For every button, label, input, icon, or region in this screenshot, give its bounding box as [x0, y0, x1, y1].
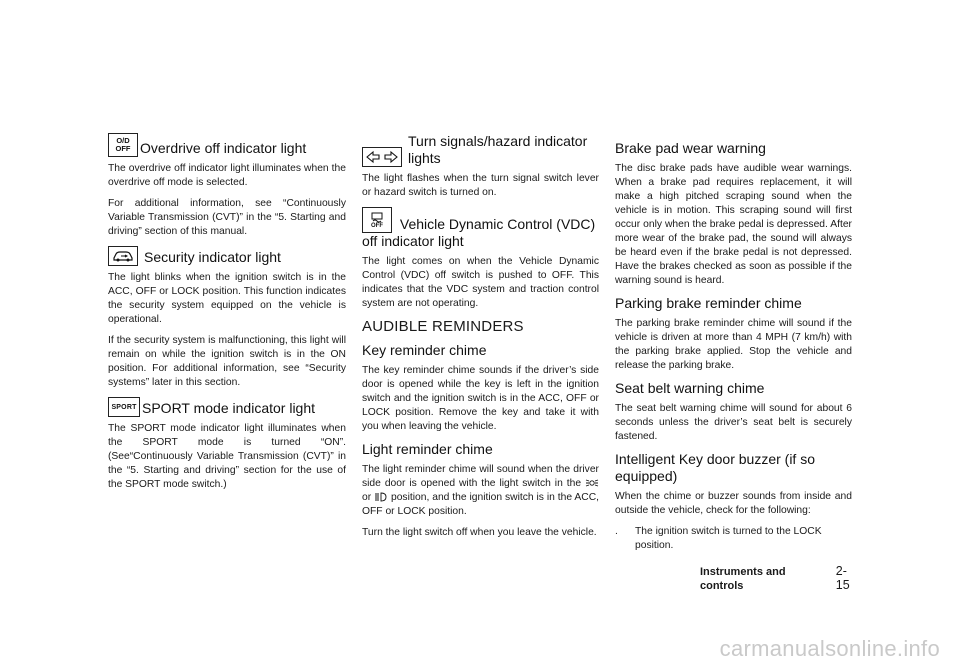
- light-reminder-text-a: The light reminder chime will sound when the driver side door is opened with the light switch in the: [362, 464, 599, 489]
- list-item: [615, 525, 852, 553]
- parking-brake-heading: Parking brake reminder chime: [615, 295, 802, 311]
- vdc-off-heading: [362, 207, 599, 250]
- light-reminder-text-b: position, and the ignition switch is in the ACC, OFF or LOCK position.: [362, 492, 599, 517]
- page-number: 2-15: [835, 564, 850, 592]
- vdc-off-icon: [362, 207, 392, 233]
- brake-pad-heading: Brake pad wear warning: [615, 140, 766, 156]
- vdc-off-heading-text: Vehicle Dynamic Control (VDC) off indicator light: [362, 216, 596, 249]
- sport-mode-heading-text: SPORT mode indicator light: [142, 400, 316, 416]
- vdc-icon-text: OFF: [371, 222, 383, 229]
- security-paragraph-2: If the security system is malfunctioning, this light will remain on while the ignition switch is in the ON position. For additional information, see “Security systems” later in this section.: [108, 335, 346, 388]
- overdrive-off-paragraph-2: For additional information, see “Continuously Variable Transmission (CVT)” in the “5. Starting and driving” section of this manual.: [108, 198, 346, 237]
- security-paragraph-1: The light blinks when the ignition switch is in the ACC, OFF or LOCK position. This function indicates the security system equipped on the vehicle is operational.: [108, 272, 346, 325]
- middle-column: [362, 133, 599, 547]
- sport-paragraph-1: The SPORT mode indicator light illuminates when the SPORT mode is turned “ON”. (See“Continuously Variable Transmission (CVT)” in the “5. Starting and driving” section for the use of the SPORT mode switch.): [108, 423, 346, 490]
- overdrive-off-heading-text: Overdrive off indicator light: [140, 140, 307, 156]
- overdrive-off-icon: [108, 133, 138, 157]
- turn-signal-heading-text: Turn signals/hazard indicator lights: [408, 133, 588, 166]
- vdc-paragraph-1: The light comes on when the Vehicle Dynamic Control (VDC) off switch is pushed to OFF. This indicates that the VDC system and traction control system are not operating.: [362, 256, 599, 309]
- overdrive-off-heading: [108, 133, 346, 157]
- overdrive-off-paragraph-1: The overdrive off indicator light illuminates when the overdrive off mode is selected.: [108, 163, 346, 188]
- brake-pad-paragraph-1: The disc brake pads have audible wear warnings. When a brake pad requires replacement, it will make a high pitched scraping sound when the vehicle is in motion. This scraping sound will first occur only when the brake pedal is depressed. After more wear of the brake pad, the sound will always be heard even if the brake pedal is not depressed. Have the brakes checked as soon as possible if the warning sound is heard.: [615, 163, 852, 286]
- key-reminder-paragraph-1: The key reminder chime sounds if the driver’s side door is opened while the key is left in the ignition switch and the ignition switch is in the ACC, OFF or LOCK position. Remove the key and take it with you when leaving the vehicle.: [362, 365, 599, 432]
- light-reminder-paragraph-2: Turn the light switch off when you leave the vehicle.: [362, 527, 597, 538]
- light-reminder-text-or: or: [362, 492, 372, 503]
- intelligent-key-paragraph-1: When the chime or buzzer sounds from inside and outside the vehicle, check for the following:: [615, 491, 852, 516]
- bullet-marker: .: [615, 526, 618, 537]
- headlight-icon: [374, 492, 388, 502]
- light-reminder-paragraph-1: [362, 463, 599, 519]
- turn-signal-paragraph-1: The light flashes when the turn signal switch lever or hazard switch is turned on.: [362, 173, 599, 198]
- seat-belt-heading: Seat belt warning chime: [615, 380, 765, 396]
- footer-section-title: Instruments and controls: [700, 566, 786, 592]
- parking-brake-paragraph-1: The parking brake reminder chime will sound if the vehicle is driven at more than 4 MPH (7 km/h) with the parking brake applied. Stop the vehicle and release the parking brake.: [615, 318, 852, 371]
- turn-signal-heading: [362, 133, 599, 167]
- left-column: [108, 133, 346, 499]
- seat-belt-paragraph-1: The seat belt warning chime will sound for about 6 seconds unless the driver’s seat belt is securely fastened.: [615, 403, 852, 442]
- sport-icon: SPORT: [108, 397, 140, 417]
- security-car-icon: [108, 246, 138, 266]
- sport-mode-heading: [108, 397, 346, 417]
- turn-signal-arrows-icon: [362, 147, 402, 167]
- right-column: [615, 140, 852, 553]
- light-reminder-heading: Light reminder chime: [362, 441, 493, 457]
- security-indicator-heading-text: Security indicator light: [144, 249, 281, 265]
- overdrive-icon-text-bottom: OFF: [115, 144, 131, 153]
- audible-reminders-heading: AUDIBLE REMINDERS: [362, 318, 524, 335]
- bullet-text: The ignition switch is turned to the LOCK position.: [635, 526, 822, 551]
- key-reminder-heading: Key reminder chime: [362, 342, 487, 358]
- parking-light-icon: [585, 478, 599, 488]
- watermark: carmanualsonline.info: [719, 636, 940, 661]
- intelligent-key-heading: Intelligent Key door buzzer (if so equipped): [615, 451, 815, 484]
- overdrive-icon-text-top: O/D: [116, 136, 130, 145]
- security-indicator-heading: [108, 246, 346, 266]
- page-footer: [700, 564, 860, 593]
